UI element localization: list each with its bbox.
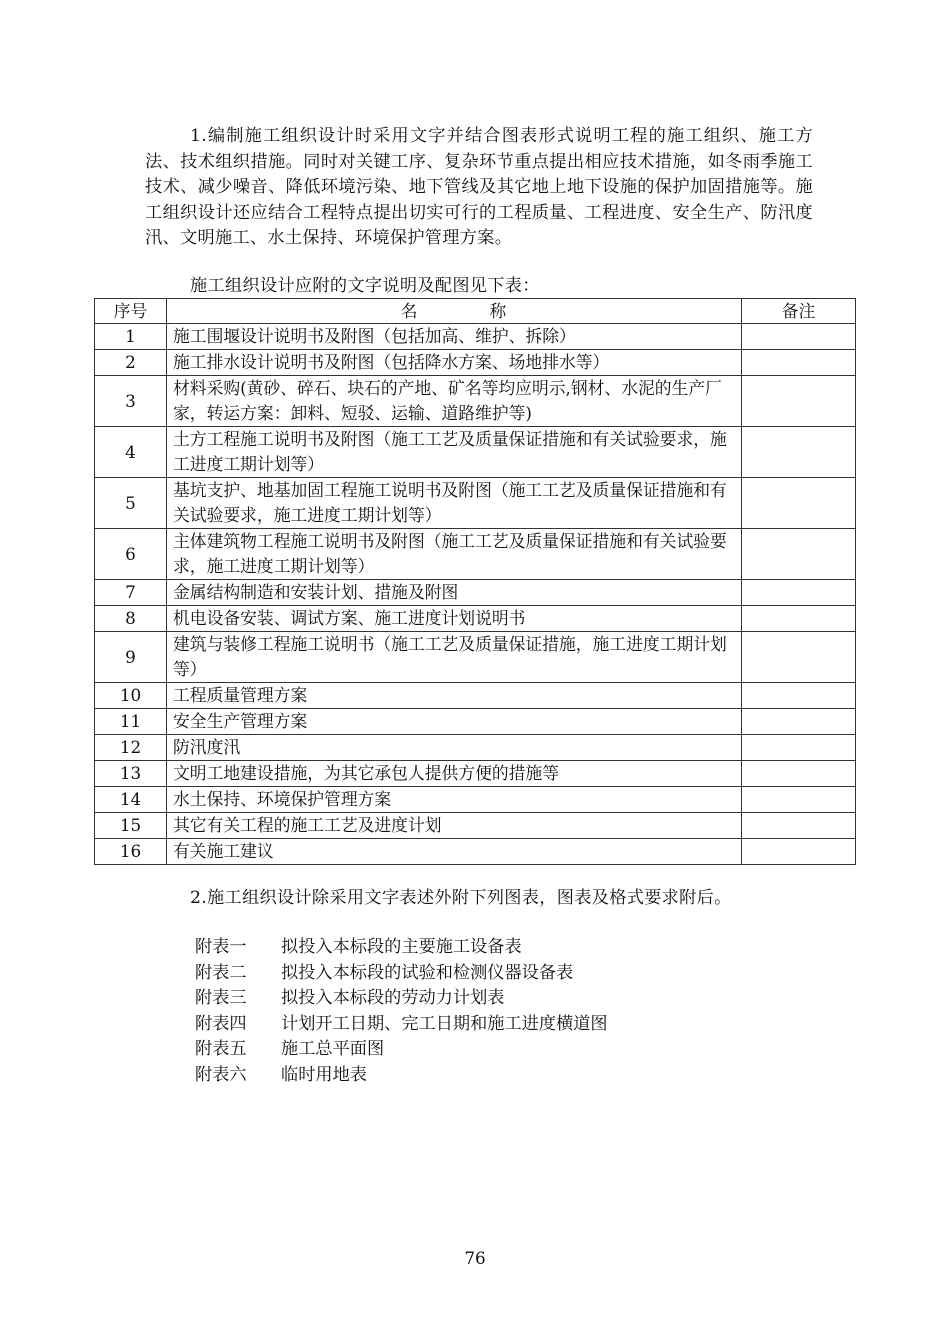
row-name: 建筑与装修工程施工说明书（施工工艺及质量保证措施，施工进度工期计划等） <box>167 632 742 683</box>
attachment-text: 拟投入本标段的劳动力计划表 <box>281 988 505 1008</box>
row-remark <box>742 580 856 606</box>
attachment-text: 计划开工日期、完工日期和施工进度横道图 <box>281 1013 608 1034</box>
row-num: 3 <box>95 376 167 427</box>
table-row <box>95 427 856 478</box>
row-remark <box>742 683 856 709</box>
attachment-item <box>195 1063 608 1089</box>
row-name: 有关施工建议 <box>167 839 742 865</box>
header-num: 序号 <box>95 299 167 324</box>
row-num: 15 <box>95 813 167 839</box>
row-num: 11 <box>95 709 167 735</box>
table-row <box>95 632 856 683</box>
row-name: 安全生产管理方案 <box>167 709 742 735</box>
attachment-item <box>195 935 608 961</box>
row-num: 2 <box>95 350 167 376</box>
table-row <box>95 350 856 376</box>
row-num: 5 <box>95 478 167 529</box>
row-name: 工程质量管理方案 <box>167 683 742 709</box>
attachment-label: 附表六 <box>195 1064 247 1085</box>
header-remark: 备注 <box>742 299 856 324</box>
row-name: 基坑支护、地基加固工程施工说明书及附图（施工工艺及质量保证措施和有关试验要求，施工进度工期计划等） <box>167 478 742 529</box>
attachment-label: 附表五 <box>195 1039 247 1059</box>
row-name: 水土保持、环境保护管理方案 <box>167 787 742 813</box>
row-name: 材料采购(黄砂、碎石、块石的产地、矿名等均应明示,钢材、水泥的生产厂家，转运方案：卸料、短驳、运输、道路维护等) <box>167 376 742 427</box>
row-name: 其它有关工程的施工工艺及进度计划 <box>167 813 742 839</box>
row-num: 4 <box>95 427 167 478</box>
row-remark <box>742 787 856 813</box>
row-num: 12 <box>95 735 167 761</box>
row-name: 土方工程施工说明书及附图（施工工艺及质量保证措施和有关试验要求，施工进度工期计划等） <box>167 427 742 478</box>
table-row <box>95 376 856 427</box>
table-row <box>95 478 856 529</box>
table-row <box>95 787 856 813</box>
attachment-label: 附表二 <box>195 962 247 983</box>
requirements-table <box>94 298 856 865</box>
row-name: 主体建筑物工程施工说明书及附图（施工工艺及质量保证措施和有关试验要求，施工进度工期计划等） <box>167 529 742 580</box>
table-row <box>95 813 856 839</box>
row-name: 文明工地建设措施，为其它承包人提供方便的措施等 <box>167 761 742 787</box>
attachment-list <box>195 935 608 1088</box>
row-num: 8 <box>95 606 167 632</box>
attachment-text: 拟投入本标段的主要施工设备表 <box>281 937 522 957</box>
row-remark <box>742 324 856 350</box>
attachment-label: 附表一 <box>195 937 247 957</box>
row-num: 14 <box>95 787 167 813</box>
row-remark <box>742 839 856 865</box>
row-name: 施工排水设计说明书及附图（包括降水方案、场地排水等） <box>167 350 742 376</box>
row-remark <box>742 478 856 529</box>
table-row <box>95 709 856 735</box>
row-remark <box>742 350 856 376</box>
row-name: 机电设备安装、调试方案、施工进度计划说明书 <box>167 606 742 632</box>
table-row <box>95 839 856 865</box>
second-paragraph: 2.施工组织设计除采用文字表述外附下列图表，图表及格式要求附后。 <box>190 888 732 908</box>
row-num: 1 <box>95 324 167 350</box>
attachment-item <box>195 1012 608 1038</box>
attachment-item <box>195 1037 608 1063</box>
attachment-item <box>195 961 608 987</box>
table-row <box>95 735 856 761</box>
row-num: 10 <box>95 683 167 709</box>
table-row <box>95 529 856 580</box>
intro-paragraph: 1.编制施工组织设计时采用文字并结合图表形式说明工程的施工组织、施工方法、技术组织措施。同时对关键工序、复杂环节重点提出相应技术措施，如冬雨季施工技术、减少噪音、降低环境污染、地下管线及其它地上地下设施的保护加固措施等。施工组织设计还应结合工程特点提出切实可行的工程质量、工程进度、安全生产、防汛度汛、文明施工、水土保持、环境保护管理方案。 <box>145 126 813 249</box>
row-num: 13 <box>95 761 167 787</box>
table-intro: 施工组织设计应附的文字说明及配图见下表： <box>190 276 540 296</box>
row-num: 6 <box>95 529 167 580</box>
table-header-row <box>95 299 856 324</box>
table-row <box>95 761 856 787</box>
row-name: 施工围堰设计说明书及附图（包括加高、维护、拆除） <box>167 324 742 350</box>
table-row <box>95 606 856 632</box>
row-remark <box>742 761 856 787</box>
row-num: 7 <box>95 580 167 606</box>
row-num: 9 <box>95 632 167 683</box>
row-remark <box>742 529 856 580</box>
attachment-text: 拟投入本标段的试验和检测仪器设备表 <box>281 962 574 983</box>
attachment-item <box>195 986 608 1012</box>
row-name: 金属结构制造和安装计划、措施及附图 <box>167 580 742 606</box>
row-num: 16 <box>95 839 167 865</box>
attachment-label: 附表四 <box>195 1013 247 1034</box>
row-remark <box>742 813 856 839</box>
header-name: 名 称 <box>167 299 742 324</box>
row-remark <box>742 735 856 761</box>
page-number: 76 <box>464 1248 486 1268</box>
attachment-label: 附表三 <box>195 988 247 1008</box>
row-remark <box>742 427 856 478</box>
attachment-text: 临时用地表 <box>281 1064 367 1085</box>
row-name: 防汛度汛 <box>167 735 742 761</box>
table-row <box>95 683 856 709</box>
row-remark <box>742 709 856 735</box>
row-remark <box>742 376 856 427</box>
attachment-text: 施工总平面图 <box>281 1039 385 1059</box>
table-row <box>95 324 856 350</box>
table-row <box>95 580 856 606</box>
row-remark <box>742 606 856 632</box>
row-remark <box>742 632 856 683</box>
